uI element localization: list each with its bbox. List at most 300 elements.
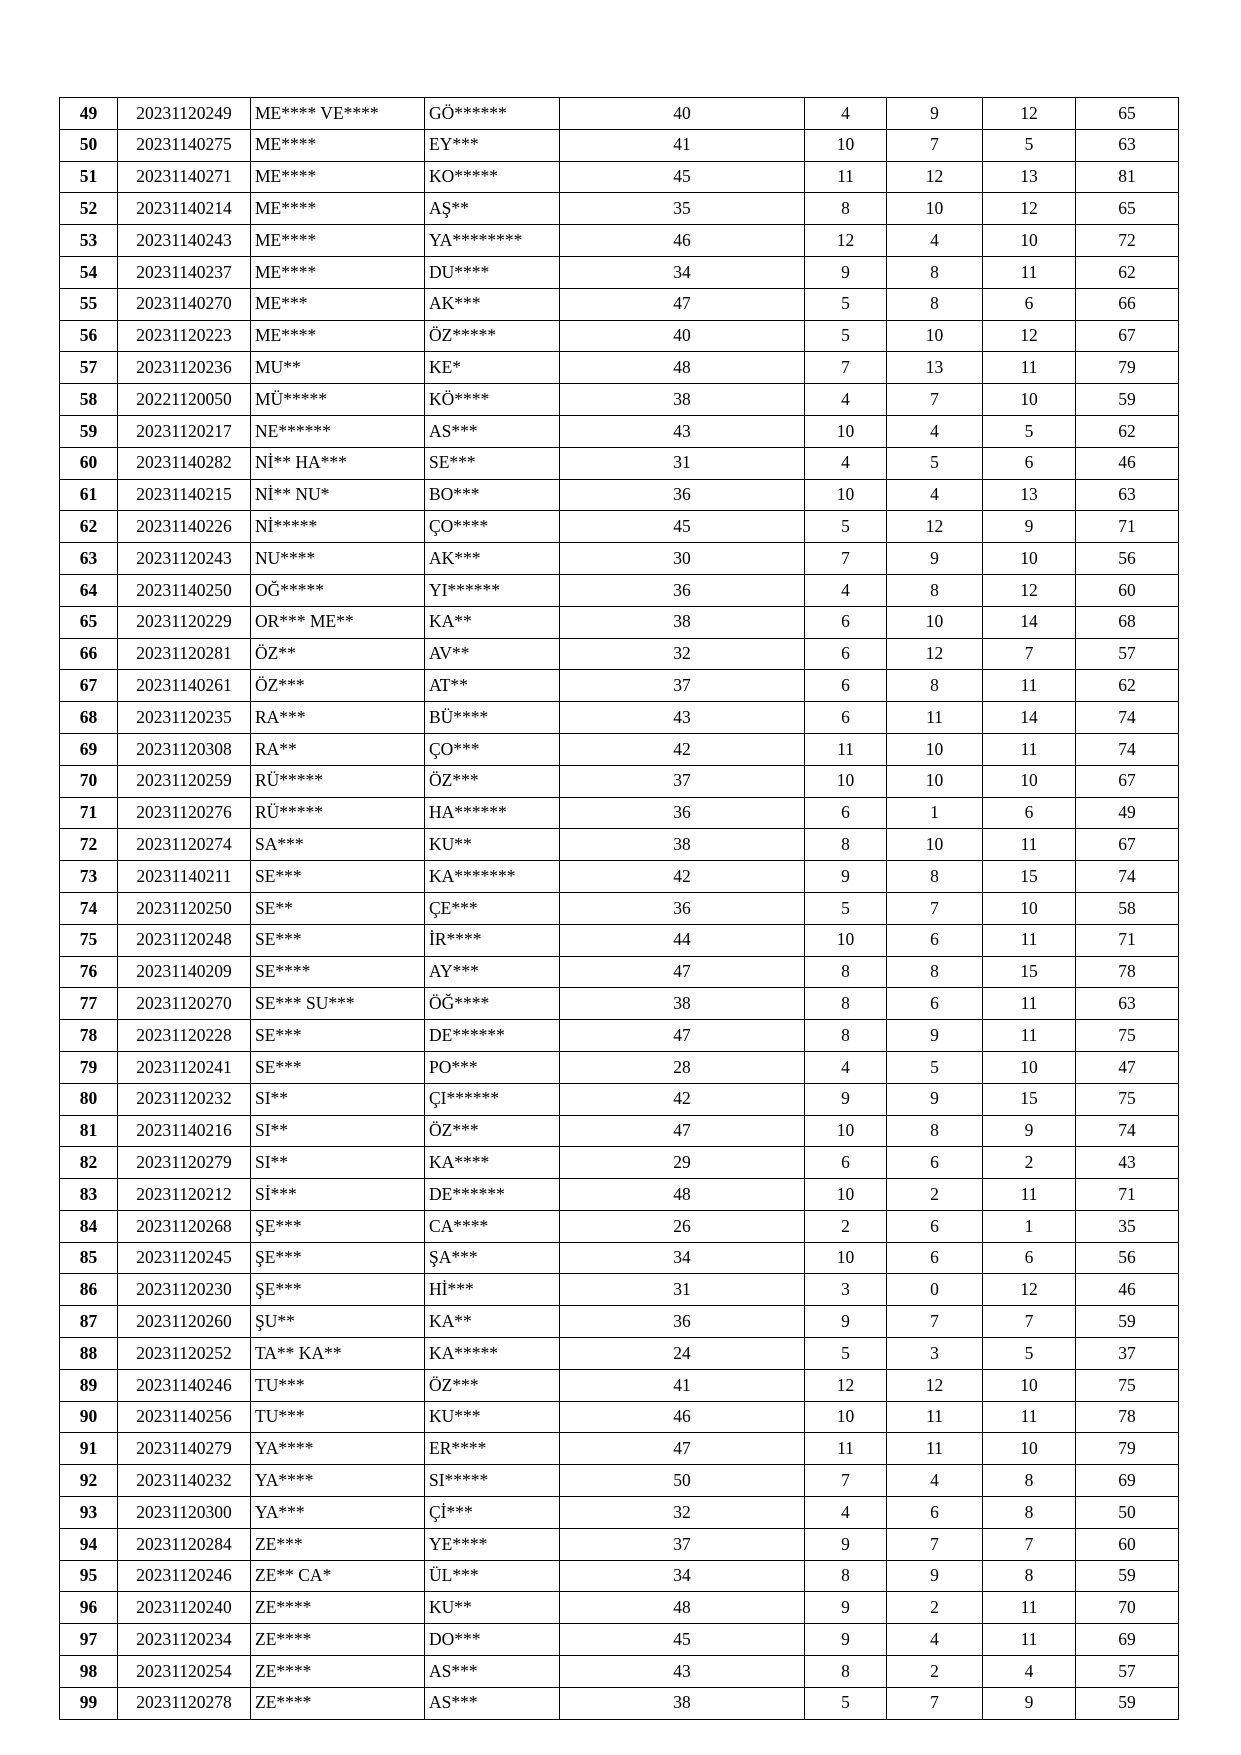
score-4: 15 — [983, 861, 1076, 893]
score-1: 38 — [560, 1687, 805, 1719]
score-1: 37 — [560, 1528, 805, 1560]
student-name: YA*** — [251, 1497, 425, 1529]
score-4: 11 — [983, 1179, 1076, 1211]
total-score: 63 — [1076, 988, 1179, 1020]
score-1: 47 — [560, 1433, 805, 1465]
score-3: 12 — [887, 161, 983, 193]
student-id: 20231140211 — [118, 861, 251, 893]
score-3: 8 — [887, 256, 983, 288]
student-surname: EY*** — [425, 129, 560, 161]
score-4: 10 — [983, 1051, 1076, 1083]
table-row — [60, 161, 1179, 193]
student-id: 20231120248 — [118, 924, 251, 956]
student-id: 20231120260 — [118, 1306, 251, 1338]
student-name: TA** KA** — [251, 1338, 425, 1370]
row-number: 76 — [60, 956, 118, 988]
student-id: 20231120276 — [118, 797, 251, 829]
total-score: 75 — [1076, 1369, 1179, 1401]
score-2: 4 — [805, 1051, 887, 1083]
student-surname: HA****** — [425, 797, 560, 829]
score-3: 12 — [887, 511, 983, 543]
total-score: 62 — [1076, 415, 1179, 447]
score-4: 6 — [983, 447, 1076, 479]
table-row — [60, 1147, 1179, 1179]
score-1: 34 — [560, 256, 805, 288]
score-4: 12 — [983, 193, 1076, 225]
student-surname: DO*** — [425, 1624, 560, 1656]
table-row — [60, 1020, 1179, 1052]
score-2: 7 — [805, 543, 887, 575]
score-1: 34 — [560, 1560, 805, 1592]
table-row — [60, 543, 1179, 575]
score-2: 11 — [805, 1433, 887, 1465]
score-4: 11 — [983, 924, 1076, 956]
student-name: RÜ***** — [251, 797, 425, 829]
score-2: 10 — [805, 129, 887, 161]
student-name: MÜ***** — [251, 384, 425, 416]
score-2: 10 — [805, 765, 887, 797]
student-id: 20231140275 — [118, 129, 251, 161]
score-3: 8 — [887, 861, 983, 893]
row-number: 80 — [60, 1083, 118, 1115]
score-4: 11 — [983, 988, 1076, 1020]
student-id: 20231120240 — [118, 1592, 251, 1624]
total-score: 58 — [1076, 892, 1179, 924]
total-score: 57 — [1076, 638, 1179, 670]
student-name: SE*** — [251, 1051, 425, 1083]
score-4: 11 — [983, 733, 1076, 765]
student-id: 20231120235 — [118, 702, 251, 734]
score-1: 31 — [560, 1274, 805, 1306]
total-score: 63 — [1076, 129, 1179, 161]
row-number: 67 — [60, 670, 118, 702]
score-4: 14 — [983, 606, 1076, 638]
score-1: 42 — [560, 861, 805, 893]
student-surname: AV** — [425, 638, 560, 670]
student-id: 20231120212 — [118, 1179, 251, 1211]
student-surname: KA***** — [425, 1338, 560, 1370]
table-row — [60, 892, 1179, 924]
student-id: 20231120243 — [118, 543, 251, 575]
score-4: 11 — [983, 829, 1076, 861]
student-id: 20231140250 — [118, 574, 251, 606]
student-id: 20231140209 — [118, 956, 251, 988]
score-3: 10 — [887, 829, 983, 861]
total-score: 65 — [1076, 193, 1179, 225]
score-3: 6 — [887, 1242, 983, 1274]
score-2: 9 — [805, 1624, 887, 1656]
student-name: ME**** — [251, 129, 425, 161]
score-2: 10 — [805, 1242, 887, 1274]
total-score: 74 — [1076, 702, 1179, 734]
student-id: 20231120246 — [118, 1560, 251, 1592]
student-surname: YE**** — [425, 1528, 560, 1560]
score-3: 8 — [887, 956, 983, 988]
total-score: 74 — [1076, 861, 1179, 893]
total-score: 63 — [1076, 479, 1179, 511]
score-2: 5 — [805, 1338, 887, 1370]
score-1: 47 — [560, 1115, 805, 1147]
student-name: SE**** — [251, 956, 425, 988]
score-2: 8 — [805, 956, 887, 988]
score-4: 5 — [983, 415, 1076, 447]
score-1: 48 — [560, 1179, 805, 1211]
student-name: ME**** — [251, 225, 425, 257]
student-id: 20231120270 — [118, 988, 251, 1020]
score-1: 42 — [560, 1083, 805, 1115]
student-surname: KÖ**** — [425, 384, 560, 416]
score-1: 47 — [560, 1020, 805, 1052]
student-surname: ÖZ*** — [425, 1369, 560, 1401]
student-name: YA**** — [251, 1433, 425, 1465]
score-1: 38 — [560, 829, 805, 861]
score-1: 41 — [560, 129, 805, 161]
total-score: 71 — [1076, 1179, 1179, 1211]
score-4: 10 — [983, 1369, 1076, 1401]
score-3: 4 — [887, 1465, 983, 1497]
row-number: 56 — [60, 320, 118, 352]
score-4: 10 — [983, 384, 1076, 416]
row-number: 72 — [60, 829, 118, 861]
total-score: 62 — [1076, 670, 1179, 702]
score-2: 3 — [805, 1274, 887, 1306]
student-id: 20231120245 — [118, 1242, 251, 1274]
student-id: 20231120249 — [118, 98, 251, 130]
row-number: 68 — [60, 702, 118, 734]
score-4: 1 — [983, 1210, 1076, 1242]
student-surname: İR**** — [425, 924, 560, 956]
score-1: 26 — [560, 1210, 805, 1242]
row-number: 66 — [60, 638, 118, 670]
row-number: 60 — [60, 447, 118, 479]
student-name: SI** — [251, 1083, 425, 1115]
score-4: 11 — [983, 1624, 1076, 1656]
total-score: 78 — [1076, 956, 1179, 988]
score-3: 7 — [887, 892, 983, 924]
student-id: 20231120284 — [118, 1528, 251, 1560]
table-row — [60, 225, 1179, 257]
student-id: 20231140271 — [118, 161, 251, 193]
score-2: 4 — [805, 384, 887, 416]
score-3: 12 — [887, 638, 983, 670]
table-row — [60, 606, 1179, 638]
row-number: 58 — [60, 384, 118, 416]
table-row — [60, 511, 1179, 543]
student-id: 20231120308 — [118, 733, 251, 765]
student-surname: ÇO*** — [425, 733, 560, 765]
row-number: 69 — [60, 733, 118, 765]
total-score: 67 — [1076, 829, 1179, 861]
student-surname: AK*** — [425, 288, 560, 320]
score-3: 1 — [887, 797, 983, 829]
score-1: 50 — [560, 1465, 805, 1497]
score-1: 45 — [560, 511, 805, 543]
student-surname: AS*** — [425, 415, 560, 447]
row-number: 61 — [60, 479, 118, 511]
score-1: 46 — [560, 225, 805, 257]
student-surname: KU*** — [425, 1401, 560, 1433]
row-number: 64 — [60, 574, 118, 606]
student-name: ÖZ** — [251, 638, 425, 670]
score-3: 11 — [887, 702, 983, 734]
table-row — [60, 956, 1179, 988]
student-surname: ÜL*** — [425, 1560, 560, 1592]
score-2: 7 — [805, 352, 887, 384]
student-surname: AS*** — [425, 1656, 560, 1688]
score-2: 10 — [805, 1401, 887, 1433]
student-name: ŞE*** — [251, 1210, 425, 1242]
score-4: 8 — [983, 1465, 1076, 1497]
score-4: 6 — [983, 1242, 1076, 1274]
score-1: 46 — [560, 1401, 805, 1433]
student-surname: DE****** — [425, 1020, 560, 1052]
student-id: 20231140215 — [118, 479, 251, 511]
student-id: 20231140270 — [118, 288, 251, 320]
student-name: NU**** — [251, 543, 425, 575]
score-4: 10 — [983, 543, 1076, 575]
score-1: 31 — [560, 447, 805, 479]
score-3: 6 — [887, 1147, 983, 1179]
table-body — [60, 98, 1179, 1720]
row-number: 57 — [60, 352, 118, 384]
table-row — [60, 638, 1179, 670]
score-2: 5 — [805, 892, 887, 924]
student-id: 20231120252 — [118, 1338, 251, 1370]
score-3: 6 — [887, 924, 983, 956]
table-row — [60, 670, 1179, 702]
total-score: 75 — [1076, 1020, 1179, 1052]
score-2: 8 — [805, 193, 887, 225]
total-score: 70 — [1076, 1592, 1179, 1624]
score-1: 24 — [560, 1338, 805, 1370]
row-number: 85 — [60, 1242, 118, 1274]
score-2: 6 — [805, 702, 887, 734]
score-3: 10 — [887, 606, 983, 638]
score-2: 9 — [805, 1592, 887, 1624]
row-number: 82 — [60, 1147, 118, 1179]
results-table — [59, 97, 1179, 1720]
total-score: 59 — [1076, 384, 1179, 416]
score-4: 11 — [983, 1401, 1076, 1433]
score-3: 5 — [887, 1051, 983, 1083]
score-2: 6 — [805, 1147, 887, 1179]
row-number: 54 — [60, 256, 118, 288]
student-name: ŞE*** — [251, 1242, 425, 1274]
score-2: 9 — [805, 861, 887, 893]
score-2: 10 — [805, 415, 887, 447]
student-id: 20231120223 — [118, 320, 251, 352]
score-1: 43 — [560, 415, 805, 447]
score-3: 3 — [887, 1338, 983, 1370]
score-3: 13 — [887, 352, 983, 384]
score-1: 36 — [560, 1306, 805, 1338]
table-row — [60, 924, 1179, 956]
score-3: 4 — [887, 415, 983, 447]
student-name: OR*** ME** — [251, 606, 425, 638]
score-2: 6 — [805, 606, 887, 638]
score-2: 4 — [805, 447, 887, 479]
student-surname: KA** — [425, 606, 560, 638]
student-surname: KA**** — [425, 1147, 560, 1179]
score-2: 5 — [805, 1687, 887, 1719]
score-1: 48 — [560, 1592, 805, 1624]
total-score: 68 — [1076, 606, 1179, 638]
row-number: 95 — [60, 1560, 118, 1592]
score-2: 4 — [805, 1497, 887, 1529]
student-name: Nİ** HA*** — [251, 447, 425, 479]
table-row — [60, 447, 1179, 479]
score-1: 36 — [560, 892, 805, 924]
total-score: 57 — [1076, 1656, 1179, 1688]
row-number: 98 — [60, 1656, 118, 1688]
student-name: ZE**** — [251, 1687, 425, 1719]
student-surname: KA** — [425, 1306, 560, 1338]
student-surname: AT** — [425, 670, 560, 702]
student-surname: GÖ****** — [425, 98, 560, 130]
row-number: 50 — [60, 129, 118, 161]
score-3: 7 — [887, 1528, 983, 1560]
total-score: 75 — [1076, 1083, 1179, 1115]
score-1: 32 — [560, 638, 805, 670]
table-row — [60, 574, 1179, 606]
row-number: 49 — [60, 98, 118, 130]
score-3: 10 — [887, 765, 983, 797]
table-row — [60, 765, 1179, 797]
score-4: 6 — [983, 288, 1076, 320]
score-1: 43 — [560, 1656, 805, 1688]
score-4: 6 — [983, 797, 1076, 829]
score-3: 6 — [887, 988, 983, 1020]
student-id: 20231140216 — [118, 1115, 251, 1147]
student-id: 20231140256 — [118, 1401, 251, 1433]
row-number: 75 — [60, 924, 118, 956]
row-number: 79 — [60, 1051, 118, 1083]
table-row — [60, 1242, 1179, 1274]
table-row — [60, 829, 1179, 861]
score-4: 9 — [983, 1687, 1076, 1719]
student-surname: AK*** — [425, 543, 560, 575]
score-2: 12 — [805, 225, 887, 257]
student-name: SE*** — [251, 924, 425, 956]
student-name: Nİ** NU* — [251, 479, 425, 511]
table-row — [60, 1083, 1179, 1115]
row-number: 92 — [60, 1465, 118, 1497]
row-number: 52 — [60, 193, 118, 225]
student-name: NE****** — [251, 415, 425, 447]
score-3: 5 — [887, 447, 983, 479]
score-2: 11 — [805, 733, 887, 765]
row-number: 88 — [60, 1338, 118, 1370]
row-number: 93 — [60, 1497, 118, 1529]
table-row — [60, 193, 1179, 225]
table-row — [60, 1497, 1179, 1529]
row-number: 84 — [60, 1210, 118, 1242]
student-surname: DE****** — [425, 1179, 560, 1211]
student-id: 20231120300 — [118, 1497, 251, 1529]
score-1: 30 — [560, 543, 805, 575]
score-2: 10 — [805, 1115, 887, 1147]
score-1: 37 — [560, 670, 805, 702]
student-name: SE*** SU*** — [251, 988, 425, 1020]
student-name: SI** — [251, 1115, 425, 1147]
row-number: 87 — [60, 1306, 118, 1338]
table-row — [60, 129, 1179, 161]
score-1: 34 — [560, 1242, 805, 1274]
student-name: ZE** CA* — [251, 1560, 425, 1592]
student-name: RA*** — [251, 702, 425, 734]
score-3: 7 — [887, 1306, 983, 1338]
table-row — [60, 320, 1179, 352]
score-4: 15 — [983, 1083, 1076, 1115]
total-score: 66 — [1076, 288, 1179, 320]
score-3: 12 — [887, 1369, 983, 1401]
row-number: 78 — [60, 1020, 118, 1052]
table-row — [60, 288, 1179, 320]
row-number: 62 — [60, 511, 118, 543]
student-surname: YA******** — [425, 225, 560, 257]
table-row — [60, 1433, 1179, 1465]
student-name: MU** — [251, 352, 425, 384]
score-1: 40 — [560, 320, 805, 352]
score-2: 12 — [805, 1369, 887, 1401]
table-row — [60, 1592, 1179, 1624]
student-id: 20231120281 — [118, 638, 251, 670]
row-number: 83 — [60, 1179, 118, 1211]
score-3: 11 — [887, 1433, 983, 1465]
score-3: 9 — [887, 1020, 983, 1052]
student-name: Sİ*** — [251, 1179, 425, 1211]
score-4: 8 — [983, 1560, 1076, 1592]
student-name: ME**** — [251, 320, 425, 352]
table-row — [60, 797, 1179, 829]
score-4: 2 — [983, 1147, 1076, 1179]
score-2: 6 — [805, 670, 887, 702]
student-id: 20221120050 — [118, 384, 251, 416]
table-row — [60, 733, 1179, 765]
student-id: 20231120274 — [118, 829, 251, 861]
score-1: 47 — [560, 288, 805, 320]
row-number: 91 — [60, 1433, 118, 1465]
score-4: 11 — [983, 352, 1076, 384]
score-1: 42 — [560, 733, 805, 765]
student-id: 20231120259 — [118, 765, 251, 797]
student-id: 20231120234 — [118, 1624, 251, 1656]
score-4: 7 — [983, 638, 1076, 670]
score-1: 37 — [560, 765, 805, 797]
student-surname: ER**** — [425, 1433, 560, 1465]
score-1: 41 — [560, 1369, 805, 1401]
student-id: 20231120228 — [118, 1020, 251, 1052]
student-name: YA**** — [251, 1465, 425, 1497]
row-number: 96 — [60, 1592, 118, 1624]
score-1: 43 — [560, 702, 805, 734]
row-number: 77 — [60, 988, 118, 1020]
total-score: 43 — [1076, 1147, 1179, 1179]
student-name: ME**** VE**** — [251, 98, 425, 130]
total-score: 47 — [1076, 1051, 1179, 1083]
score-1: 47 — [560, 956, 805, 988]
student-name: ME**** — [251, 193, 425, 225]
student-surname: BÜ**** — [425, 702, 560, 734]
score-3: 10 — [887, 320, 983, 352]
total-score: 59 — [1076, 1687, 1179, 1719]
student-surname: ÖZ*** — [425, 765, 560, 797]
student-surname: PO*** — [425, 1051, 560, 1083]
student-name: ZE**** — [251, 1624, 425, 1656]
table-row — [60, 1687, 1179, 1719]
student-surname: AŞ** — [425, 193, 560, 225]
student-surname: KE* — [425, 352, 560, 384]
